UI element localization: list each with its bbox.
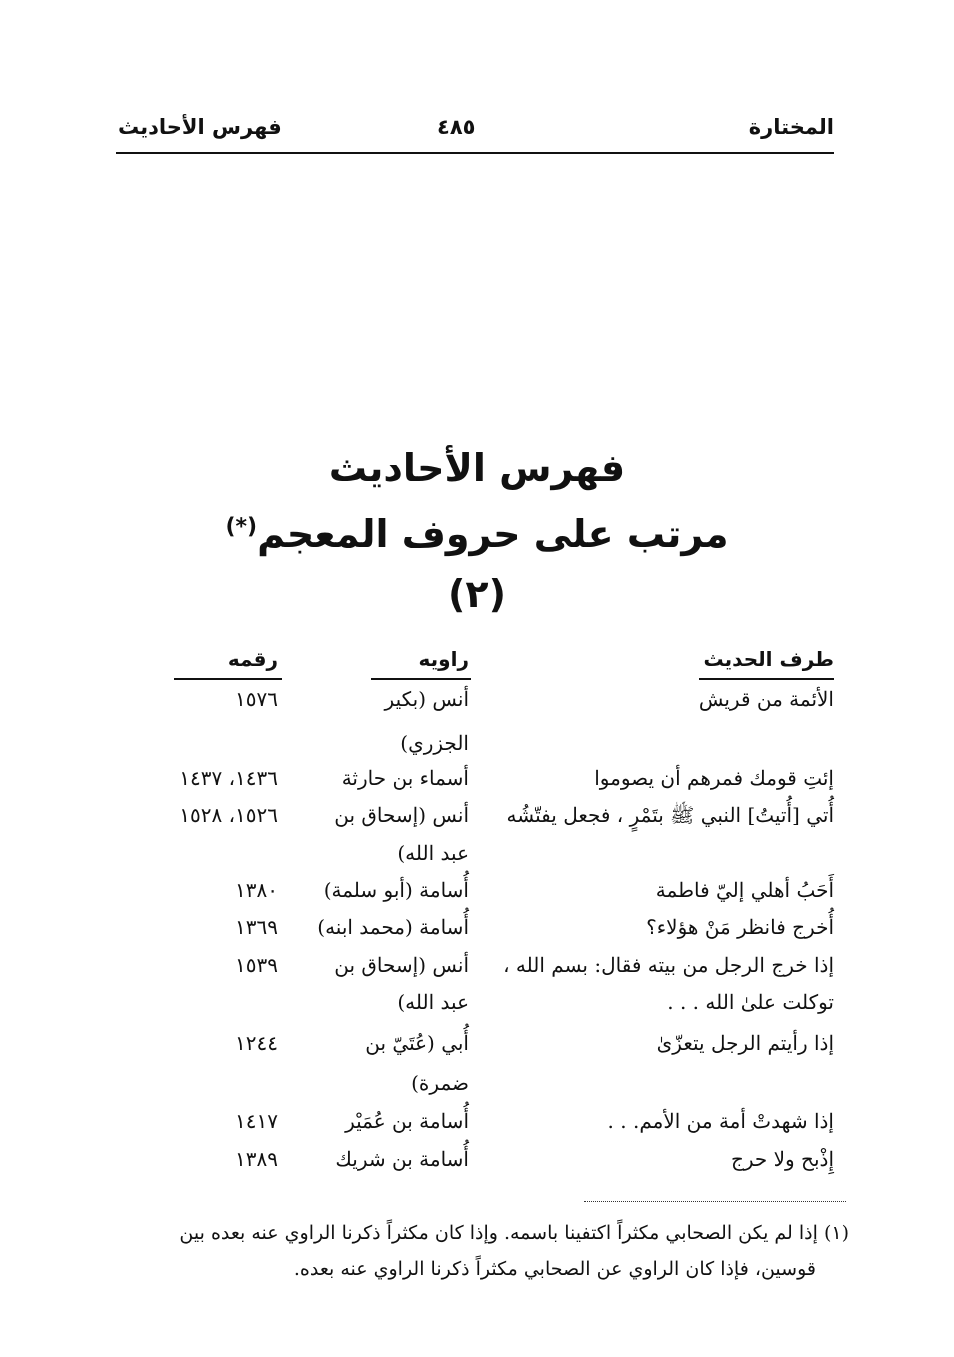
narrator-name: أُبي (عُتَيّ بن bbox=[365, 1031, 469, 1055]
narrator-name: عبد الله) bbox=[397, 841, 469, 865]
narrator-name: ضمرة) bbox=[411, 1071, 469, 1095]
hadith-text: إذا رأيتم الرجل يتعزّىٰ bbox=[656, 1031, 834, 1055]
hadith-text: الأئمة من قريش bbox=[698, 687, 834, 711]
column-header-hadith: طرف الحديث bbox=[703, 647, 834, 671]
hadith-number: ١٢٤٤ bbox=[235, 1031, 278, 1055]
hadith-number: ١٥٧٦ bbox=[235, 687, 278, 711]
hadith-text: أُتي [أُتيتُ] النبي ﷺ بتَمْرٍ ، فجعل يفتّشُه bbox=[506, 803, 834, 827]
narrator-name: أُسامة (محمد ابنه) bbox=[317, 915, 469, 939]
part-number: (٢) bbox=[448, 572, 506, 616]
narrator-name: أنس (إسحاق بن bbox=[334, 803, 469, 827]
index-subtitle-text: مرتب على حروف المعجم bbox=[257, 512, 729, 556]
hadith-text: أُخرج فانظر مَنْ هؤلاء؟ bbox=[646, 915, 834, 939]
hadith-number: ١٣٨٩ bbox=[235, 1147, 278, 1171]
hadith-number: ١٣٦٩ bbox=[235, 915, 278, 939]
index-subtitle bbox=[0, 512, 954, 556]
narrator-name: عبد الله) bbox=[397, 990, 469, 1014]
narrator-name: أُسامة بن عُمَيْر bbox=[345, 1109, 469, 1133]
narrator-name: الجزري) bbox=[400, 731, 469, 755]
hadith-text: إِذْبح ولا حرج bbox=[730, 1147, 834, 1171]
column-header-narrator: راويه bbox=[418, 647, 469, 671]
narrator-name: أُسامة (أبو سلمة) bbox=[323, 878, 469, 902]
column-header-underline bbox=[371, 678, 471, 680]
hadith-number: ١٤١٧ bbox=[235, 1109, 278, 1133]
hadith-number: ١٥٣٩ bbox=[235, 953, 278, 977]
narrator-name: أُسامة بن شريك bbox=[335, 1147, 469, 1171]
hadith-text: إئتِ قومك فمرهم أن يصوموا bbox=[594, 766, 834, 790]
footnote-line: (١) إذا لم يكن الصحابي مكثراً اكتفينا باسمه. وإذا كان مكثراً ذكرنا الراوي عنه بعده بين bbox=[179, 1222, 849, 1244]
header-section-title: فهرس الأحاديث bbox=[118, 115, 282, 139]
hadith-text: إذا خرج الرجل من بيته فقال: بسم الله ، bbox=[503, 953, 834, 977]
footnote-marker: (*) bbox=[225, 514, 258, 540]
hadith-text: توكلت علىٰ الله . . . bbox=[667, 990, 834, 1014]
footnote-separator bbox=[584, 1201, 846, 1202]
hadith-text: أَحَبُ أهلي إليّ فاطمة bbox=[655, 878, 834, 902]
footnote-line: قوسين، فإذا كان الراوي عن الصحابي مكثراً ذكرنا الراوي عنه بعده. bbox=[293, 1258, 816, 1280]
hadith-number: ١٣٨٠ bbox=[235, 878, 278, 902]
narrator-name: أنس (إسحاق بن bbox=[334, 953, 469, 977]
hadith-text: إذا شهدتْ أمة من الأمم. . . bbox=[607, 1109, 834, 1133]
page-number: ٤٨٥ bbox=[437, 115, 476, 139]
column-header-underline bbox=[174, 678, 282, 680]
column-header-number: رقمه bbox=[227, 647, 278, 671]
hadith-number: ١٤٣٦، ١٤٣٧ bbox=[179, 766, 278, 790]
hadith-number: ١٥٢٦، ١٥٢٨ bbox=[179, 803, 278, 827]
narrator-name: أسماء بن حارثة bbox=[341, 766, 469, 790]
narrator-name: أنس (بكير bbox=[384, 687, 469, 711]
header-book-title: المختارة bbox=[748, 115, 834, 139]
column-header-underline bbox=[699, 678, 834, 680]
index-title: فهرس الأحاديث bbox=[328, 446, 626, 490]
header-rule bbox=[116, 152, 834, 154]
